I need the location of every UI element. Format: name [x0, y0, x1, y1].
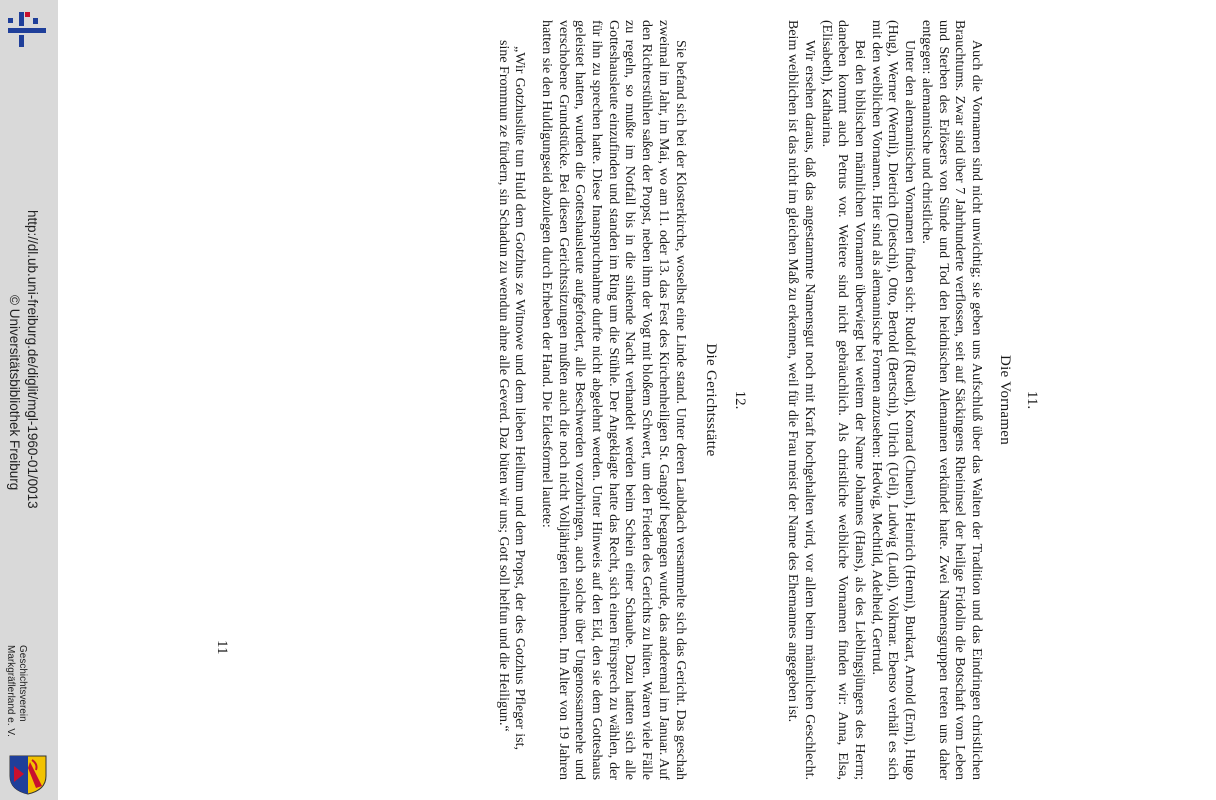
- paragraph: Unter den alemannischen Vornamen finden sich: Rudolf (Ruedi), Konrad (Chueni), Heinrich (Henni), Burkart, Arnold (Erni), Hugo (Hug), Werner (Wernli), Dietrich (Dietschi), Otto, Bertold (Bertschi), Ulrich (Ueli), Ludwig (Ludi), Volkmar. Ebenso verhält es sich mit den weiblichen Vornamen. Hier sind als alemannische Formen anzusehen: Hedwig, Mechtild, Adelheid, Gertrud.: [868, 20, 918, 780]
- document-url[interactable]: http://dl.ub.uni-freiburg.de/diglit/mgl-1960-01/0013: [25, 210, 40, 509]
- section-title: Die Vornamen: [997, 354, 1013, 446]
- section-number: 12.: [731, 390, 748, 410]
- markgraeflerland-crest-icon: [6, 752, 50, 796]
- section-title: Die Gerichtsstätte: [702, 343, 719, 457]
- section-number: 11.: [1024, 390, 1040, 410]
- paragraph: Wir ersehen daraus, daß das angestammte Namensgut noch mit Kraft hochgehalten wird, vor allem beim männlichen Geschlecht. Beim weiblichen ist das nicht im gleichen Maß zu erkennen, weil für die Frau meist der Name des Ehemannes angegeben ist.: [785, 20, 817, 780]
- page-content: [494, 20, 1060, 780]
- paragraph: Auch die Vornamen sind nicht unwichtig; sie geben uns Aufschluß über das Walten der Tradition und das Eindringen christlichen Brauchtums. Zwar sind über 7 Jahrhunderte verflossen, seit auf Säckingens Rheininsel der heilige Fridolin die Botschaft vom Leben und Sterben des Erlösers von Sünde und Tod den heidnischen Alemannen verkündet hatte. Zwei Namensgruppen treten uns daher entgegen: alemannische und christliche.: [918, 20, 984, 780]
- verein-name-line1: Geschichtsverein: [17, 645, 28, 722]
- verein-name-line2: Markgräflerland e. V.: [5, 645, 16, 737]
- scanned-page: [214, 20, 1060, 780]
- paragraph: Sie befand sich bei der Klosterkirche, woselbst eine Linde stand. Unter deren Laubdach versammelte sich das Gericht. Das geschah zweimal im Jahr, im Mai, wo am 11. oder 13. das Fest des Kirchenheiligen St. Gangolf begangen wurde, das anderemal im Januar. Auf den Richterstühlen saßen der Propst, neben ihm der Vogt mit bloßem Schwert, um den Frieden des Gerichts zu hüten. Waren viele Fälle zu regeln, so mußte im Notfall bis in die sinkende Nacht verhandelt werden beim Schein einer Schaube. Dazu hatten sich alle Gotteshausleute einzufinden und standen im Ring um die Stühle. Der Angeklagte hatte das Recht, sich einen Fürsprech zu wählen, der für ihn zu sprechen hatte. Diese Inanspruchnahme durfte nicht abgelehnt werden. Unter Hinweis auf den Eid, den sie dem Gotteshaus geleistet hatten, wurden die Gotteshausleute aufgefordert, alle Beschwerden vorzubringen, auch solche über Ungenossamenehe und verschobene Grundstücke. Bei diesen Gerichtssitzungen mußten auch die noch nicht Volljährigen teilnehmen. Im Alter von 19 Jahren hatten sie den Huldigungseid abzulegen durch Erheben der Hand. Die Eidesformel lautete:: [538, 20, 688, 780]
- page-number: 11: [214, 640, 230, 655]
- paragraph: Bei den biblischen männlichen Vornamen überwiegt bei weitem der Name Johannes (Hans), als des Lieblingsjüngers des Herrn; daneben kommt auch Petrus vor. Weitere sind nicht gebräuchlich. Als christliche weibliche Vornamen finden wir: Anna, Elsa, (Elisabeth), Katharina.: [818, 20, 868, 780]
- copyright-notice: © Universitätsbibliothek Freiburg: [7, 295, 22, 491]
- viewer-sidebar: [0, 0, 58, 800]
- oath-quote: „Wir Gotzhuslüte tun Huld dem Gotzhus ze Witnowe und dem lieben Heiltum und dem Propst, der des Gotzhus Pfleger ist, sine Frommun ze fürdern, sin Schadun zu wendun ahne alle Geverd. Daz büten wir uns; Gott soll helfun und die Heiligun.“: [495, 40, 528, 750]
- ub-freiburg-logo-icon: [6, 8, 48, 48]
